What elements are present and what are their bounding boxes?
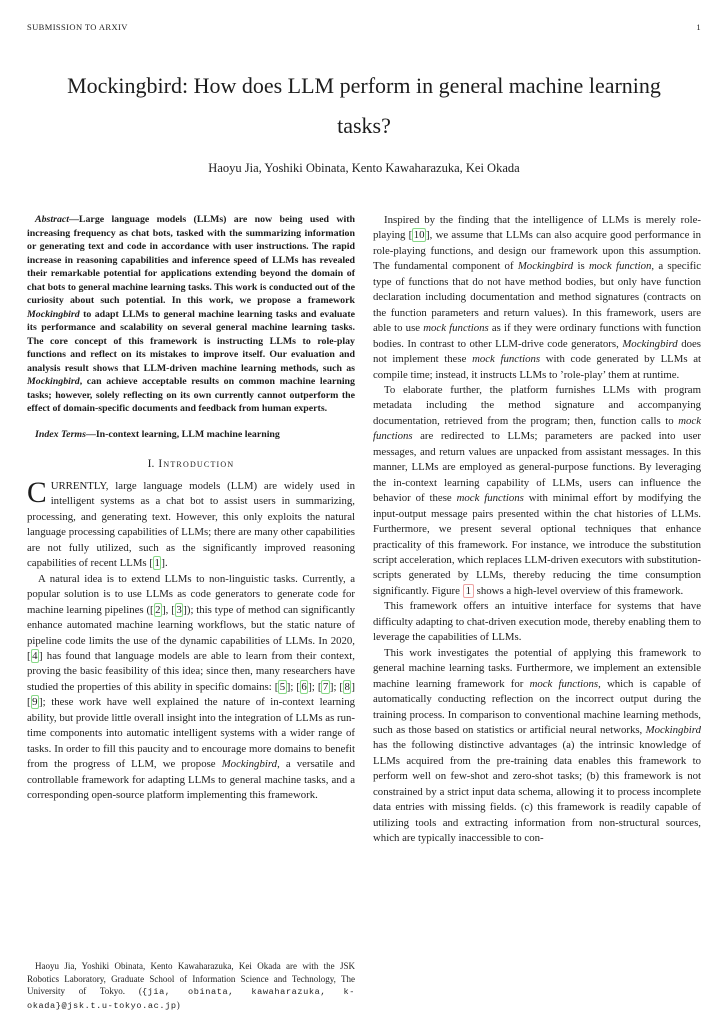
index-terms-lead: Index Terms xyxy=(35,428,86,440)
emphasized-text: Mockingbird xyxy=(27,376,80,387)
emphasized-text: Mockingbird xyxy=(27,308,80,320)
right-paragraph-1: Inspired by the finding that the intelligence of LLMs is merely role-playing [ 10 ], we assume that LLMs can also acquire good performance in role-playing functions, and design our framework upon this assumption. The fundamental component of Mockingbird is mock function, a specific type of functions that do not have method bodies, but only have function declaration including documentation and method signatures (contracts on the function parameters and return values). In this framework, users are able to use mock functions as if they were ordinary functions with function bodies. In contrast to other LLM-drive code generators, Mockingbird does not implement these mock functions with code generated by LLMs at compile time; instead, it instructs LLMs to ’role-play’ them at runtime. xyxy=(373,214,701,381)
index-terms-text: —In-context learning, LLM machine learning xyxy=(85,428,280,440)
citation-link[interactable]: 9 xyxy=(32,696,38,709)
section-title: Introduction xyxy=(158,458,235,470)
citation-link[interactable]: 3 xyxy=(176,603,182,616)
right-paragraph-2: To elaborate further, the platform furnishes LLMs with program metadata including the method signature and accompanying documentation, retrieved from the program; then, function calls to mock functions are redirected to LLMs; parameters are packed into user messages, and return values are unpacked from assistant messages. In this manner, LLMs are employed as general-purpose functions. By leveraging the in-context learning capability of LLMs, users can influence the behavior of these mock functions with minimal effort by modifying the input-output message pairs presented within the chat histories of LLMs. Furthermore, we present several optional techniques that enhance practicality of this framework. For instance, we introduce the substitution script acceleration, which replaces LLM-driven executors with substitution-scripts generated by LLMs, thereby reducing the time consumption significantly. Figure 1 shows a high-level overview of this framework. xyxy=(373,383,701,597)
emphasized-text: mock functions xyxy=(472,353,541,366)
intro-paragraph-1-text: URRENTLY, large language models (LLM) are widely used in intelligent systems as a chat bot to assist users in summarizing, processing, and generating text. However, this only exploits the natural language processing capabilities of LLMs; there are many other capabilities are not fully utilized, such as the significantly improved reasoning capabilities of recent LLMs [ 1 ]. xyxy=(27,480,355,570)
right-paragraph-4: This work investigates the potential of applying this framework to general machine learning tasks. Furthermore, we implement an extensible machine learning framework for mock functions, which is capable of automatically conducting reflection on the incorrect output during the training process. In comparison to conventional machine learning methods, such as those based on statistics or artificial neural networks, Mockingbird has the following distinctive advantages (a) the intrinsic knowledge of LLMs acquired from the pre-training data enables this framework to perform well on few-shot and zero-shot tasks; (b) this framework is not constrained by a strict input data schema, allowing it to process incomplete data entries with missing fields. (c) this framework is readily capable of utilizing tools and extracting information from non-structural sources, which are typically inaccessible to con- xyxy=(373,646,701,845)
left-column xyxy=(27,213,355,1019)
emphasized-text: mock functions xyxy=(529,677,599,690)
citation-link[interactable]: 2 xyxy=(155,603,161,616)
intro-paragraph-1 xyxy=(27,479,355,572)
citation-link[interactable]: 5 xyxy=(279,680,286,693)
emphasized-text: Mockingbird xyxy=(645,723,701,736)
abstract-paragraph xyxy=(27,213,355,416)
section-heading-introduction xyxy=(27,458,355,470)
right-paragraph-3: This framework offers an intuitive interface for systems that have difficulty adapting to chat-driven execution mode, thereby enabling them to leverage the capabilities of LLMs. xyxy=(373,600,701,644)
emphasized-text: Mockingbird xyxy=(517,260,574,273)
emphasized-text: Mockingbird xyxy=(221,758,278,771)
section-number: I. xyxy=(147,458,155,470)
citation-link[interactable]: 8 xyxy=(344,680,350,693)
author-line: Haoyu Jia, Yoshiki Obinata, Kento Kawaharazuka, Kei Okada xyxy=(208,161,520,175)
citation-link[interactable]: 7 xyxy=(322,680,329,693)
intro-paragraph-2: A natural idea is to extend LLMs to non-linguistic tasks. Currently, a popular solution is to use LLMs as code generators to generate code for machine learning pipelines ([ 2 ], [ 3 ]); this type of method can significantly enhance automated machine learning workflows, but the static nature of pipeline code limits the use of the dynamic capabilities of LLMs. In 2020, [ 4 ] has found that language models are able to learn from their context, proving the basic feasibility of this idea; since then, many researchers have studied the properties of this ability in specific domains: [ 5 ]; [ 6 ]; [ 7 ]; [ 8 ] [ 9 ]; these work have well explained the nature of in-context learning ability, but provide little overall insight into the integration of LLMs as run-time components into automatic intelligent systems with a wider range of tasks. In order to fill this paucity and to encourage more domains to benefit from the progress of LLM, we propose Mockingbird, a versatile and controllable framework for adapting LLMs to general machine tasks, and a corresponding open-source platform implementing this framework. xyxy=(27,572,355,802)
emphasized-text: mock function xyxy=(588,260,652,273)
citation-link[interactable]: 4 xyxy=(32,649,38,662)
index-terms-paragraph xyxy=(27,428,355,442)
email-address: {jia, obinata, kawaharazuka, k-okada}@jsk.t.u-tokyo.ac.jp xyxy=(27,987,355,1012)
citation-link[interactable]: 10 xyxy=(413,229,425,242)
running-head-text: SUBMISSION TO ARXIV xyxy=(27,22,128,32)
running-head xyxy=(0,0,728,32)
emphasized-text: mock functions xyxy=(423,322,489,335)
two-column-body xyxy=(0,213,728,1019)
drop-cap: C xyxy=(27,477,47,509)
citation-link[interactable]: 6 xyxy=(301,680,307,693)
emphasized-text: mock functions xyxy=(373,414,701,443)
right-column xyxy=(373,213,701,1019)
page-number: 1 xyxy=(696,22,701,32)
abstract-lead: Abstract xyxy=(35,214,70,225)
emphasized-text: Mockingbird xyxy=(622,337,678,350)
figure-ref-link[interactable]: 1 xyxy=(463,584,474,598)
author-footnote: Haoyu Jia, Yoshiki Obinata, Kento Kawaharazuka, Kei Okada are with the JSK Robotics Laboratory, Graduate School of Information Science and Technology, The University of Tokyo. ({jia, obinata, kawaharazuka, k-okada}@jsk.t.u-tokyo.ac.jp) xyxy=(27,960,355,1012)
abstract-text: —Large language models (LLMs) are now being used with increasing frequency as chat bots, tasked with the summarizing information or generating text and code in accordance with user instructions. The rapid increase in reasoning capabilities and inference speed of LLMs has revealed their remarkable potential for applications extending beyond the domain of chat bots to general machine learning tasks. This work is conducted out of the curiosity about such potential. In this work, we propose a framework Mockingbird to adapt LLMs to general machine learning tasks and evaluate its performance and scalability on several general machine learning tasks. The core concept of this framework is instructing LLMs to role-play functions and reflect on its mistakes to improve itself. Our evaluation and analysis result shows that LLM-driven machine learning methods, such as Mockingbird, can achieve acceptable results on common machine learning tasks; however, solely reflecting on its own currently cannot outperform the effect of domain-specific documents and feedback from human experts. xyxy=(27,214,355,414)
emphasized-text: mock functions xyxy=(456,492,524,505)
paper-title: Mockingbird: How does LLM perform in general machine learning tasks? xyxy=(67,73,661,138)
citation-link[interactable]: 1 xyxy=(154,557,160,570)
